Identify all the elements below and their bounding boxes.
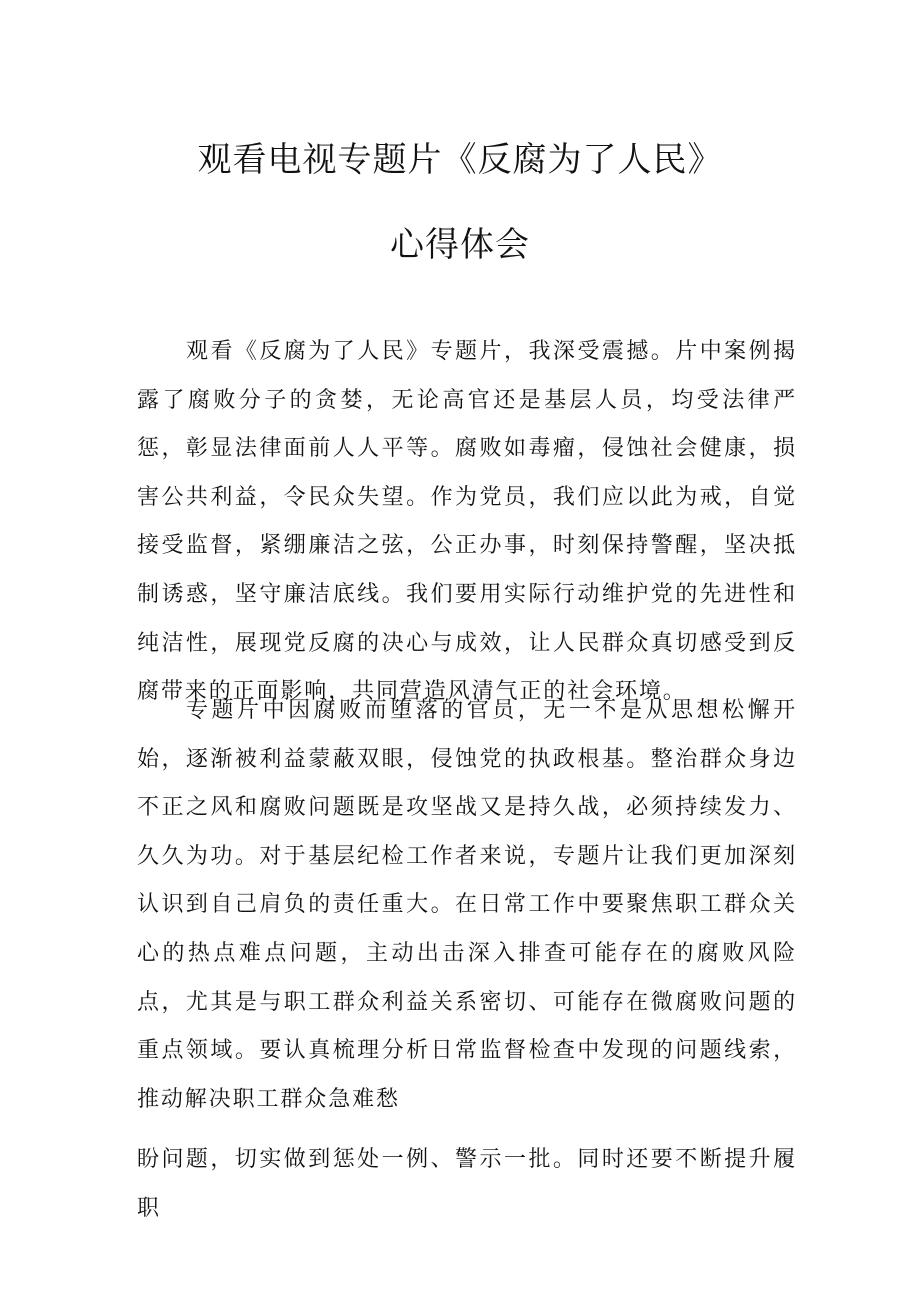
body-paragraph-2: 专题片中因腐败而堕落的官员，无一不是从思想松懈开始，逐渐被利益蒙蔽双眼，侵蚀党的执政根基。整治群众身边不正之风和腐败问题既是攻坚战又是持久战，必须持续发力、久久为功。对于基层纪检工作者来说，专题片让我们更加深刻认识到自己肩负的责任重大。在日常工作中要聚焦职工群众关心的热点难点问题，主动出击深入排查可能存在的腐败风险点，尤其是与职工群众利益关系密切、可能存在微腐败问题的重点领域。要认真梳理分析日常监督检查中发现的问题线索，推动解决职工群众急难愁 — [137, 698, 797, 1112]
body-paragraph-3: 盼问题，切实做到惩处一例、警示一批。同时还要不断提升履职 — [137, 1147, 797, 1221]
body-paragraph-1: 观看《反腐为了人民》专题片，我深受震撼。片中案例揭露了腐败分子的贪婪，无论高官还是基层人员，均受法律严惩，彰显法律面前人人平等。腐败如毒瘤，侵蚀社会健康，损害公共利益，令民众失望。作为党员，我们应以此为戒，自觉接受监督，紧绷廉洁之弦，公正办事，时刻保持警醒，坚决抵制诱惑，坚守廉洁底线。我们要用实际行动维护党的先进性和纯洁性，展现党反腐的决心与成效，让人民群众真切感受到反腐带来的正面影响，共同营造风清气正的社会环境。 — [137, 339, 797, 705]
document-title-line-2: 心得体会 — [390, 225, 530, 265]
document-title-line-1: 观看电视专题片《反腐为了人民》 — [197, 140, 723, 180]
